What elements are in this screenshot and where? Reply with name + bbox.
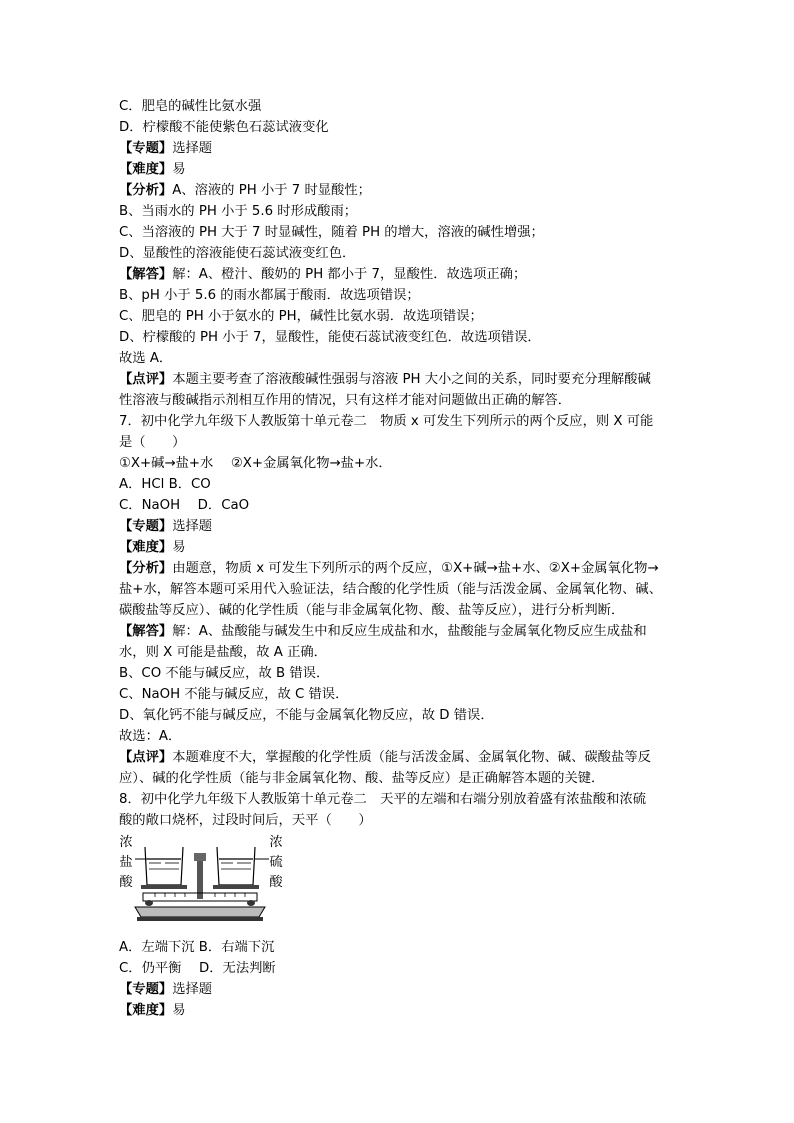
- q6-option-c: C．肥皂的碱性比氨水强: [119, 99, 262, 114]
- analysis-line: 由题意，物质 x 可发生下列所示的两个反应，①X+碱→盐+水、②X+金属氧化物→: [172, 561, 659, 576]
- answer-line: B、pH 小于 5.6 的雨水都属于酸雨．故选项错误；: [119, 288, 420, 303]
- page-content: [119, 96, 679, 1021]
- right-label-char: 浓: [269, 835, 283, 850]
- answer-tag: 【解答】: [119, 267, 173, 282]
- left-label-char: 浓: [119, 835, 133, 850]
- analysis-line: A、溶液的 PH 小于 7 时显酸性；: [172, 183, 371, 198]
- analysis-line: 盐+水，解答本题可采用代入验证法，结合酸的化学性质（能与活泼金属、金属氧化物、碱、: [119, 582, 663, 597]
- analysis-tag: 【分析】: [119, 561, 173, 576]
- right-label-char: 硫: [269, 855, 283, 870]
- q6-comment: [119, 369, 679, 390]
- answer-line: 解：A、橙汁、酸奶的 PH 都小于 7，显酸性．故选项正确；: [172, 267, 527, 282]
- comment-line: 本题主要考查了溶液酸碱性强弱与溶液 PH 大小之间的关系，同时要充分理解酸碱: [172, 372, 651, 387]
- answer-line: D、柠檬酸的 PH 小于 7，显酸性，能使石蕊试液变红色．故选项错误．: [119, 330, 541, 345]
- q7-reactions: ①X+碱→盐+水 ②X+金属氧化物→盐+水．: [119, 456, 392, 471]
- topic-value: 选择题: [172, 982, 213, 997]
- topic-tag: 【专题】: [119, 982, 173, 997]
- q7-topic: [119, 516, 679, 537]
- left-pan: [141, 885, 187, 889]
- answer-line: C、肥皂的 PH 小于氨水的 PH，碱性比氨水弱．故选项错误；: [119, 309, 483, 324]
- q6-option-d: D．柠檬酸不能使紫色石蕊试液变化: [119, 120, 329, 135]
- right-adjust-knob: [247, 900, 255, 906]
- topic-tag: 【专题】: [119, 141, 173, 156]
- answer-line: C、NaOH 不能与碱反应，故 C 错误．: [119, 687, 349, 702]
- topic-tag: 【专题】: [119, 519, 173, 534]
- difficulty-tag: 【难度】: [119, 162, 173, 177]
- right-beaker: [217, 847, 255, 885]
- balance-base: [135, 907, 265, 917]
- answer-line: B、CO 不能与碱反应，故 B 错误．: [119, 666, 330, 681]
- analysis-line: C、当溶液的 PH 大于 7 时显碱性，随着 PH 的增大，溶液的碱性增强；: [119, 225, 544, 240]
- comment-line: 应）、碱的化学性质（能与非金属氧化物、酸、盐等反应）是正确解答本题的关键．: [119, 771, 605, 786]
- analysis-line: D、显酸性的溶液能使石蕊试液变红色．: [119, 246, 356, 261]
- q6-choice: 故选 A．: [119, 351, 173, 366]
- q8-topic: [119, 979, 679, 1000]
- left-beaker: [145, 847, 183, 885]
- left-adjust-knob: [145, 900, 153, 906]
- q7-difficulty: [119, 537, 679, 558]
- q8-difficulty: [119, 1000, 679, 1021]
- left-label-char: 盐: [119, 855, 133, 870]
- q7-options-ab: A．HCl B．CO: [119, 477, 211, 492]
- comment-line: 本题难度不大，掌握酸的化学性质（能与活泼金属、金属氧化物、碱、碳酸盐等反: [172, 750, 651, 765]
- comment-line: 性溶液与酸碱指示剂相互作用的情况，只有这样才能对问题做出正确的解答．: [119, 393, 572, 408]
- right-label-char: 酸: [269, 875, 283, 890]
- q7-comment: [119, 747, 679, 768]
- q7-analysis: [119, 558, 679, 579]
- answer-line: 解：A、盐酸能与碱发生中和反应生成盐和水，盐酸能与金属氧化物反应生成盐和: [172, 624, 647, 639]
- right-pan: [213, 885, 259, 889]
- base-bottom: [137, 917, 263, 921]
- analysis-line: B、当雨水的 PH 小于 5.6 时形成酸雨；: [119, 204, 358, 219]
- q6-answer: [119, 264, 679, 285]
- analysis-tag: 【分析】: [119, 183, 173, 198]
- answer-line: 水，则 X 可能是盐酸，故 A 正确．: [119, 645, 327, 660]
- difficulty-value: 易: [172, 162, 186, 177]
- difficulty-value: 易: [172, 540, 186, 555]
- pointer-head: [194, 853, 206, 861]
- answer-tag: 【解答】: [119, 624, 173, 639]
- topic-value: 选择题: [172, 519, 213, 534]
- q7-answer: [119, 621, 679, 642]
- answer-line: D、氧化钙不能与碱反应，不能与金属氧化物反应，故 D 错误．: [119, 708, 494, 723]
- q6-topic: [119, 138, 679, 159]
- q6-difficulty: [119, 159, 679, 180]
- q7-options-cd: C．NaOH D．CaO: [119, 498, 250, 513]
- q7-choice: 故选：A．: [119, 729, 182, 744]
- balance-drawing: [119, 833, 299, 933]
- topic-value: 选择题: [172, 141, 213, 156]
- q7-stem-line: 是（ ）: [119, 435, 186, 450]
- q8-stem-line: 8．初中化学九年级下人教版第十单元卷二 天平的左端和右端分别放着盛有浓盐酸和浓硫: [119, 792, 647, 807]
- difficulty-tag: 【难度】: [119, 1003, 173, 1018]
- q6-analysis: [119, 180, 679, 201]
- comment-tag: 【点评】: [119, 750, 173, 765]
- q8-options-cd: C．仍平衡 D．无法判断: [119, 961, 276, 976]
- q8-options-ab: A．左端下沉 B．右端下沉: [119, 940, 275, 955]
- q8-stem-line: 酸的敞口烧杯，过段时间后，天平（ ）: [119, 813, 372, 828]
- analysis-line: 碳酸盐等反应）、碱的化学性质（能与非金属氧化物、酸、盐等反应），进行分析判断．: [119, 603, 625, 618]
- comment-tag: 【点评】: [119, 372, 173, 387]
- difficulty-tag: 【难度】: [119, 540, 173, 555]
- difficulty-value: 易: [172, 1003, 186, 1018]
- balance-figure: [119, 833, 299, 933]
- q7-stem-line: 7．初中化学九年级下人教版第十单元卷二 物质 x 可发生下列所示的两个反应，则 X 可能: [119, 414, 654, 429]
- left-label-char: 酸: [119, 875, 133, 890]
